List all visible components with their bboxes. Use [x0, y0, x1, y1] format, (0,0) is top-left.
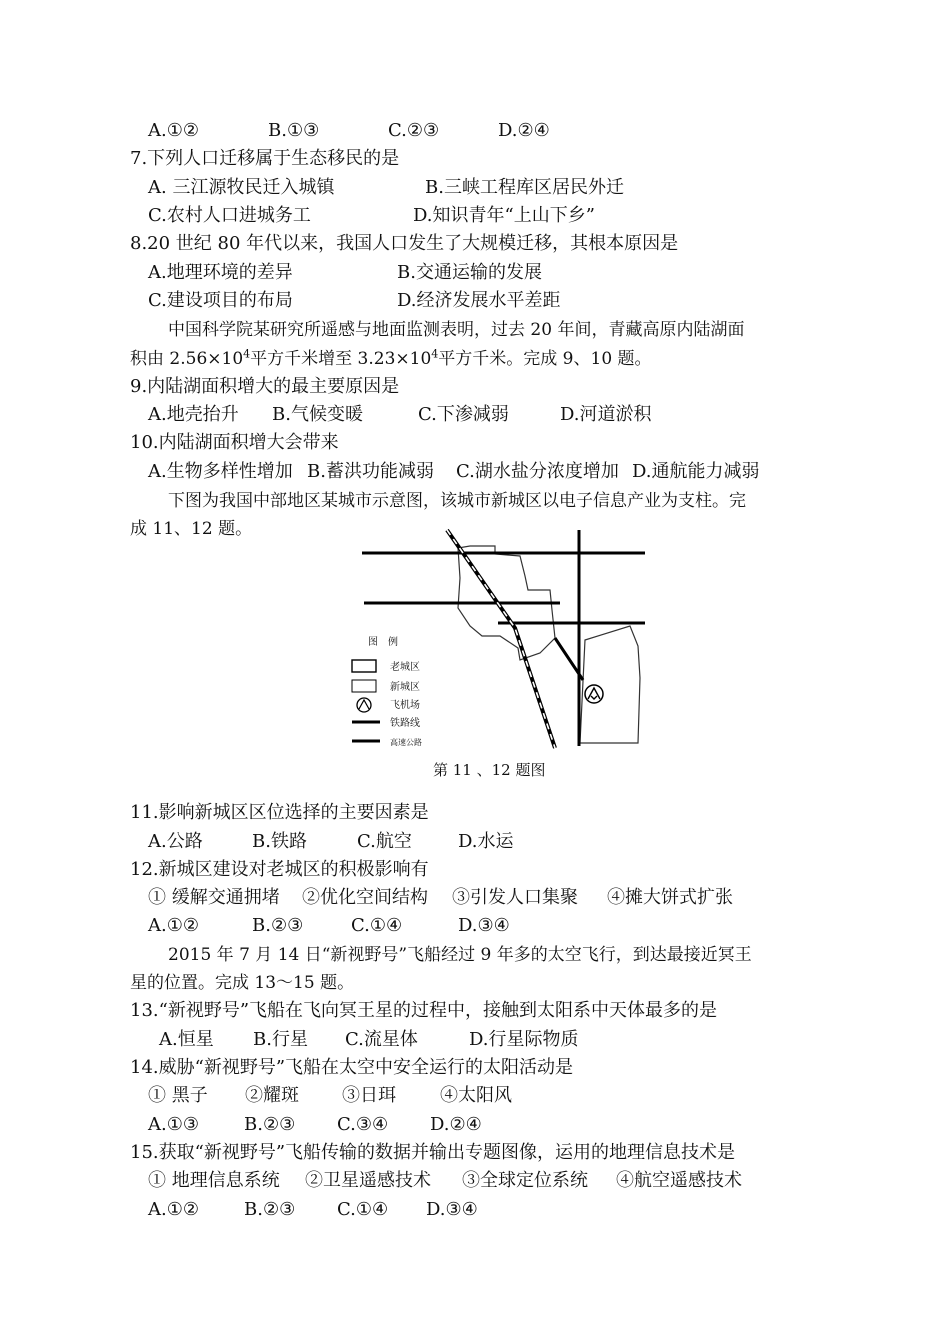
q9-option-a: A.地壳抬升 [148, 404, 239, 425]
q8-option-d: D.经济发展水平差距 [397, 290, 561, 311]
q13-stem: 13.“新视野号”飞船在飞向冥王星的过程中，接触到太阳系中天体最多的是 [130, 1000, 718, 1021]
passage-9-10-line2: 积由 $2.56\times 10^4$平方千米增至 $3.23\times 10^4$平方千米。完成 9、10 题。 [130, 347, 652, 369]
q8-option-b: B.交通运输的发展 [397, 262, 542, 283]
passage-13-15-line2: 星的位置。完成 13～15 题。 [130, 973, 355, 993]
q10-option-b: B.蓄洪功能减弱 [307, 461, 434, 482]
q7-option-b: B.三峡工程库区居民外迁 [425, 177, 624, 198]
q10-option-c: C.湖水盐分浓度增加 [456, 461, 619, 482]
q14-item-4: ④太阳风 [440, 1085, 512, 1106]
passage-13-15-line1: 2015 年 7 月 14 日“新视野号”飞船经过 9 年多的太空飞行，到达最接近冥王 [168, 945, 752, 965]
q15-item-4: ④航空遥感技术 [616, 1170, 742, 1191]
q15-item-1: ① 地理信息系统 [148, 1170, 280, 1191]
q9-option-d: D.河道淤积 [560, 404, 652, 425]
q15-option-d: D.③④ [426, 1199, 478, 1220]
q11-option-a: A.公路 [148, 831, 203, 852]
legend-railway: 铁路线 [390, 718, 420, 729]
q11-option-d: D.水运 [458, 831, 514, 852]
legend-old-city-swatch [352, 660, 376, 672]
q13-option-c: C.流星体 [345, 1029, 418, 1050]
q11-stem: 11.影响新城区区位选择的主要因素是 [130, 802, 429, 823]
q12-option-a: A.①② [148, 915, 199, 936]
q8-stem: 8.20 世纪 80 年代以来，我国人口发生了大规模迁移，其根本原因是 [130, 233, 679, 254]
q7-stem: 7.下列人口迁移属于生态移民的是 [130, 148, 400, 169]
q6-option-a: A.①② [148, 120, 199, 141]
q12-option-d: D.③④ [458, 915, 510, 936]
q12-item-2: ②优化空间结构 [302, 887, 428, 908]
legend-new-city-swatch [352, 680, 376, 692]
q7-option-d: D.知识青年“上山下乡” [413, 205, 595, 226]
q13-option-b: B.行星 [253, 1029, 308, 1050]
passage-9-10-line1: 中国科学院某研究所遥感与地面监测表明，过去 20 年间，青藏高原内陆湖面 [168, 320, 745, 340]
legend-old-city: 老城区 [390, 662, 420, 673]
q11-option-c: C.航空 [357, 831, 412, 852]
q14-option-a: A.①③ [148, 1114, 199, 1135]
q12-item-4: ④摊大饼式扩张 [607, 887, 733, 908]
passage-11-12-line2: 成 11、12 题。 [130, 519, 253, 539]
q6-option-d: D.②④ [498, 120, 550, 141]
q15-option-b: B.②③ [244, 1199, 296, 1220]
legend-highway: 高速公路 [390, 738, 422, 747]
q15-option-c: C.①④ [337, 1199, 389, 1220]
q15-option-a: A.①② [148, 1199, 199, 1220]
q13-option-d: D.行星际物质 [469, 1029, 579, 1050]
q7-option-c: C.农村人口进城务工 [148, 205, 311, 226]
q14-option-c: C.③④ [337, 1114, 389, 1135]
legend-new-city: 新城区 [390, 682, 420, 693]
legend-airport-icon [357, 698, 371, 712]
q13-option-a: A.恒星 [159, 1029, 214, 1050]
q12-stem: 12.新城区建设对老城区的积极影响有 [130, 859, 429, 880]
legend-airport: 飞机场 [390, 700, 420, 711]
new-city-area [580, 626, 640, 743]
q14-option-b: B.②③ [244, 1114, 296, 1135]
q6-option-b: B.①③ [268, 120, 320, 141]
q12-option-c: C.①④ [351, 915, 403, 936]
q7-option-a: A. 三江源牧民迁入城镇 [148, 177, 335, 198]
q14-item-2: ②耀斑 [245, 1085, 299, 1106]
railway-line [447, 530, 555, 748]
q8-option-a: A.地理环境的差异 [148, 262, 293, 283]
q9-option-b: B.气候变暖 [272, 404, 363, 425]
q14-stem: 14.威胁“新视野号”飞船在太空中安全运行的太阳活动是 [130, 1057, 574, 1078]
q6-option-c: C.②③ [388, 120, 440, 141]
q10-option-d: D.通航能力减弱 [632, 461, 760, 482]
city-map [350, 528, 660, 750]
q15-item-3: ③全球定位系统 [462, 1170, 588, 1191]
q9-option-c: C.下渗减弱 [418, 404, 509, 425]
q15-item-2: ②卫星遥感技术 [305, 1170, 431, 1191]
q10-stem: 10.内陆湖面积增大会带来 [130, 432, 339, 453]
q12-item-1: ① 缓解交通拥堵 [148, 887, 280, 908]
q15-stem: 15.获取“新视野号”飞船传输的数据并输出专题图像，运用的地理信息技术是 [130, 1142, 736, 1163]
airport-icon [585, 685, 603, 703]
map-caption: 第 11 、12 题图 [433, 761, 546, 779]
passage-11-12-line1: 下图为我国中部地区某城市示意图，该城市新城区以电子信息产业为支柱。完 [168, 491, 746, 511]
q14-item-3: ③日珥 [342, 1085, 396, 1106]
q10-option-a: A.生物多样性增加 [148, 461, 293, 482]
legend-title: 图 例 [368, 637, 398, 648]
q11-option-b: B.铁路 [252, 831, 307, 852]
q12-option-b: B.②③ [252, 915, 304, 936]
q12-item-3: ③引发人口集聚 [452, 887, 578, 908]
q8-option-c: C.建设项目的布局 [148, 290, 293, 311]
q14-item-1: ① 黑子 [148, 1085, 208, 1106]
q14-option-d: D.②④ [430, 1114, 482, 1135]
q9-stem: 9.内陆湖面积增大的最主要原因是 [130, 376, 400, 397]
